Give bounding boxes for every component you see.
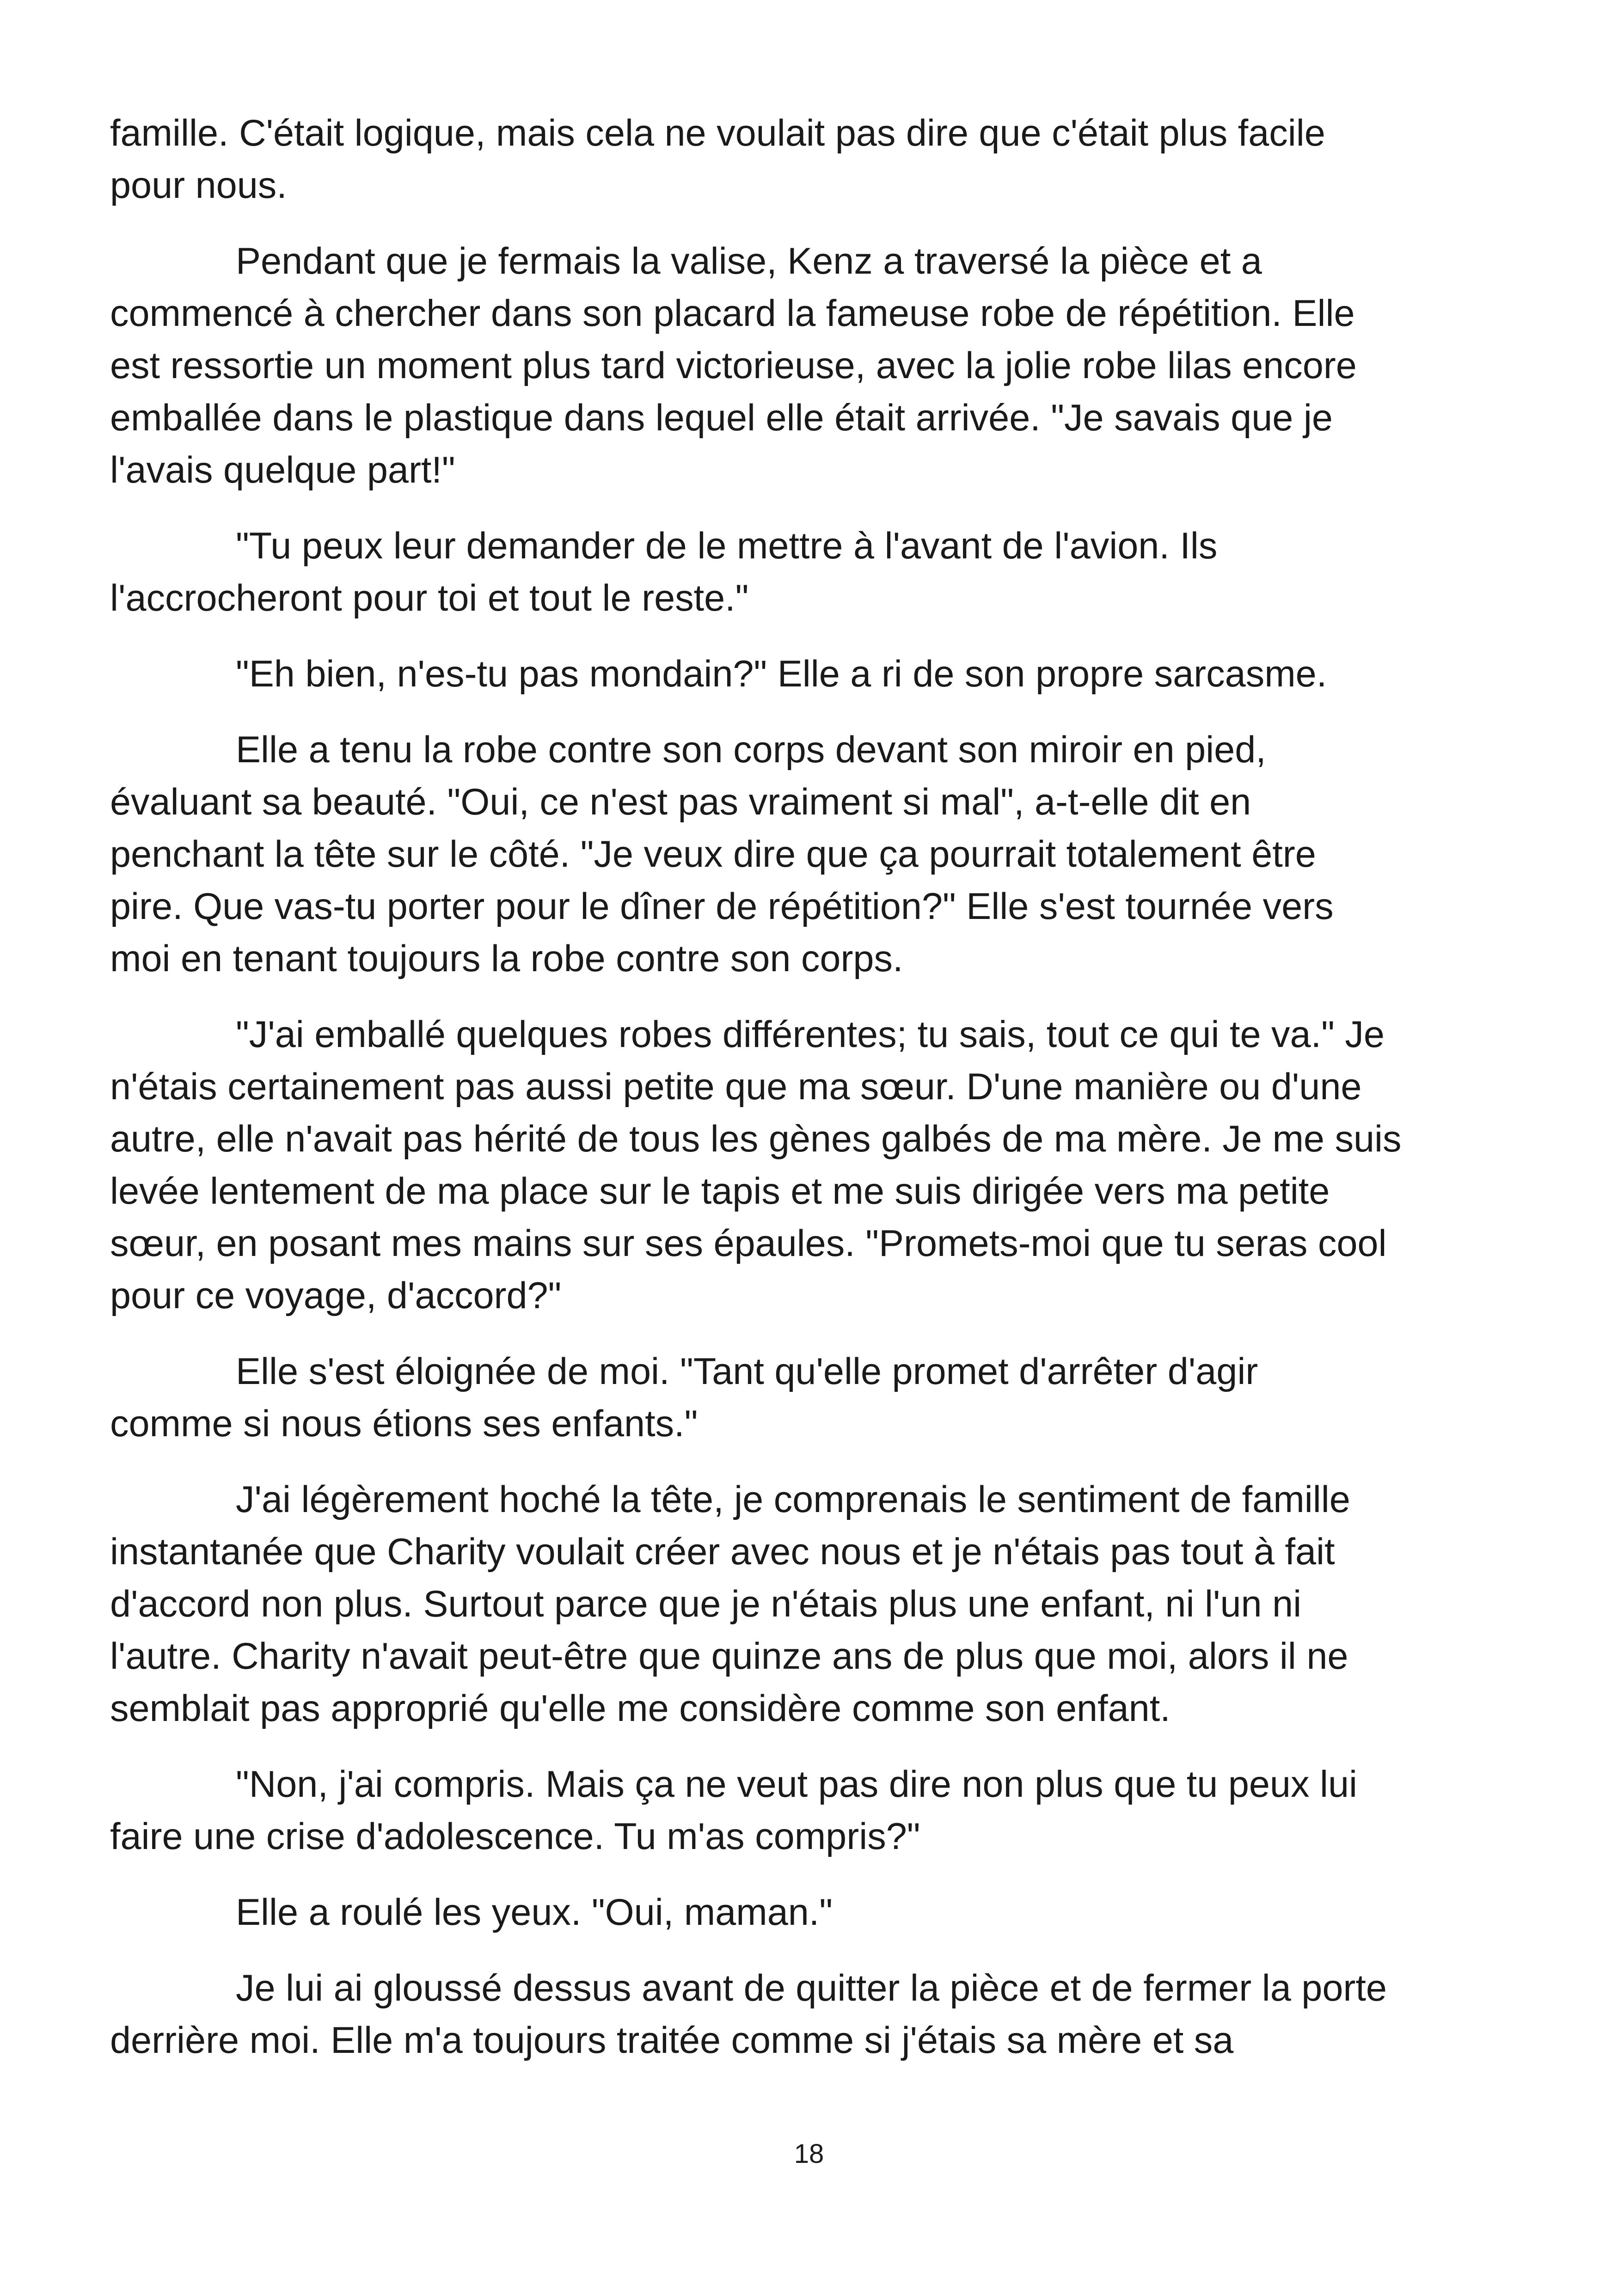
paragraph: [110, 1886, 1441, 1939]
text-line: [110, 881, 1441, 933]
line-text: sœur, en posant mes mains sur ses épaules. "Promets-moi que tu seras cool: [110, 1223, 1387, 1264]
line-text: Pendant que je fermais la valise, Kenz a traversé la pièce et a: [236, 240, 1262, 282]
text-line: [110, 1683, 1441, 1735]
line-text: Elle a roulé les yeux. "Oui, maman.": [236, 1892, 833, 1933]
paragraph: [110, 1962, 1441, 2067]
line-text: emballée dans le plastique dans lequel elle était arrivée. "Je savais que je: [110, 397, 1333, 439]
text-line: [110, 520, 1441, 572]
text-line: [110, 1346, 1441, 1398]
line-text: J'ai légèrement hoché la tête, je comprenais le sentiment de famille: [236, 1479, 1350, 1520]
text-line: [110, 1758, 1441, 1811]
paragraph: [110, 235, 1441, 496]
text-line: [110, 340, 1441, 392]
text-line: [110, 1061, 1441, 1113]
line-text: derrière moi. Elle m'a toujours traitée comme si j'étais sa mère et sa: [110, 2020, 1234, 2061]
line-text: l'autre. Charity n'avait peut-être que quinze ans de plus que moi, alors il ne: [110, 1635, 1348, 1677]
line-text: l'avais quelque part!": [110, 449, 455, 491]
text-line: [110, 107, 1441, 159]
paragraph: [110, 648, 1441, 700]
line-text: est ressortie un moment plus tard victorieuse, avec la jolie robe lilas encore: [110, 345, 1357, 386]
text-line: [110, 444, 1441, 496]
line-text: n'étais certainement pas aussi petite que ma sœur. D'une manière ou d'une: [110, 1066, 1362, 1108]
paragraph: [110, 1009, 1441, 1322]
line-text: "Non, j'ai compris. Mais ça ne veut pas dire non plus que tu peux lui: [236, 1763, 1358, 1805]
text-line: [110, 1009, 1441, 1061]
text-line: [110, 392, 1441, 444]
text-line: [110, 1218, 1441, 1270]
line-text: autre, elle n'avait pas hérité de tous les gènes galbés de ma mère. Je me suis: [110, 1118, 1402, 1160]
text-line: [110, 1270, 1441, 1322]
paragraph: [110, 724, 1441, 985]
body-text: [110, 107, 1441, 2090]
line-text: levée lentement de ma place sur le tapis et me suis dirigée vers ma petite: [110, 1170, 1330, 1212]
text-line: [110, 1630, 1441, 1683]
line-text: semblait pas approprié qu'elle me considère comme son enfant.: [110, 1688, 1171, 1729]
text-line: [110, 1811, 1441, 1863]
text-line: [110, 1398, 1441, 1450]
line-text: d'accord non plus. Surtout parce que je n'étais plus une enfant, ni l'un ni: [110, 1583, 1302, 1625]
text-line: [110, 1526, 1441, 1578]
line-text: famille. C'était logique, mais cela ne voulait pas dire que c'était plus facile: [110, 112, 1325, 154]
line-text: pour nous.: [110, 165, 287, 206]
line-text: moi en tenant toujours la robe contre son corps.: [110, 938, 903, 980]
paragraph: [110, 1346, 1441, 1450]
text-line: [110, 159, 1441, 212]
line-text: Je lui ai gloussé dessus avant de quitter la pièce et de fermer la porte: [236, 1967, 1387, 2009]
line-text: l'accrocheront pour toi et tout le reste.": [110, 577, 749, 619]
text-line: [110, 648, 1441, 700]
line-text: Elle s'est éloignée de moi. "Tant qu'elle promet d'arrêter d'agir: [236, 1351, 1258, 1392]
text-line: [110, 828, 1441, 881]
line-text: évaluant sa beauté. "Oui, ce n'est pas vraiment si mal", a-t-elle dit en: [110, 781, 1251, 823]
text-line: [110, 572, 1441, 625]
text-line: [110, 1886, 1441, 1939]
line-text: commencé à chercher dans son placard la fameuse robe de répétition. Elle: [110, 293, 1355, 334]
line-text: "Tu peux leur demander de le mettre à l'avant de l'avion. Ils: [236, 525, 1218, 567]
text-line: [110, 776, 1441, 828]
text-line: [110, 235, 1441, 288]
text-line: [110, 1962, 1441, 2014]
paragraph: [110, 107, 1441, 212]
line-text: "Eh bien, n'es-tu pas mondain?" Elle a ri de son propre sarcasme.: [236, 653, 1327, 695]
text-line: [110, 2014, 1441, 2067]
line-text: "J'ai emballé quelques robes différentes; tu sais, tout ce qui te va." Je: [236, 1014, 1385, 1055]
line-text: penchant la tête sur le côté. "Je veux dire que ça pourrait totalement être: [110, 833, 1316, 875]
paragraph: [110, 520, 1441, 625]
line-text: instantanée que Charity voulait créer avec nous et je n'étais pas tout à fait: [110, 1531, 1335, 1573]
text-line: [110, 933, 1441, 985]
text-line: [110, 1165, 1441, 1218]
line-text: comme si nous étions ses enfants.": [110, 1403, 698, 1445]
text-line: [110, 1578, 1441, 1630]
text-line: [110, 1474, 1441, 1526]
line-text: Elle a tenu la robe contre son corps devant son miroir en pied,: [236, 729, 1266, 771]
text-line: [110, 724, 1441, 776]
page-number: 18: [794, 2139, 824, 2169]
text-line: [110, 1113, 1441, 1165]
line-text: faire une crise d'adolescence. Tu m'as compris?": [110, 1816, 920, 1857]
paragraph: [110, 1758, 1441, 1863]
line-text: pour ce voyage, d'accord?": [110, 1275, 562, 1316]
paragraph: [110, 1474, 1441, 1735]
line-text: pire. Que vas-tu porter pour le dîner de répétition?" Elle s'est tournée vers: [110, 886, 1334, 927]
text-line: [110, 288, 1441, 340]
